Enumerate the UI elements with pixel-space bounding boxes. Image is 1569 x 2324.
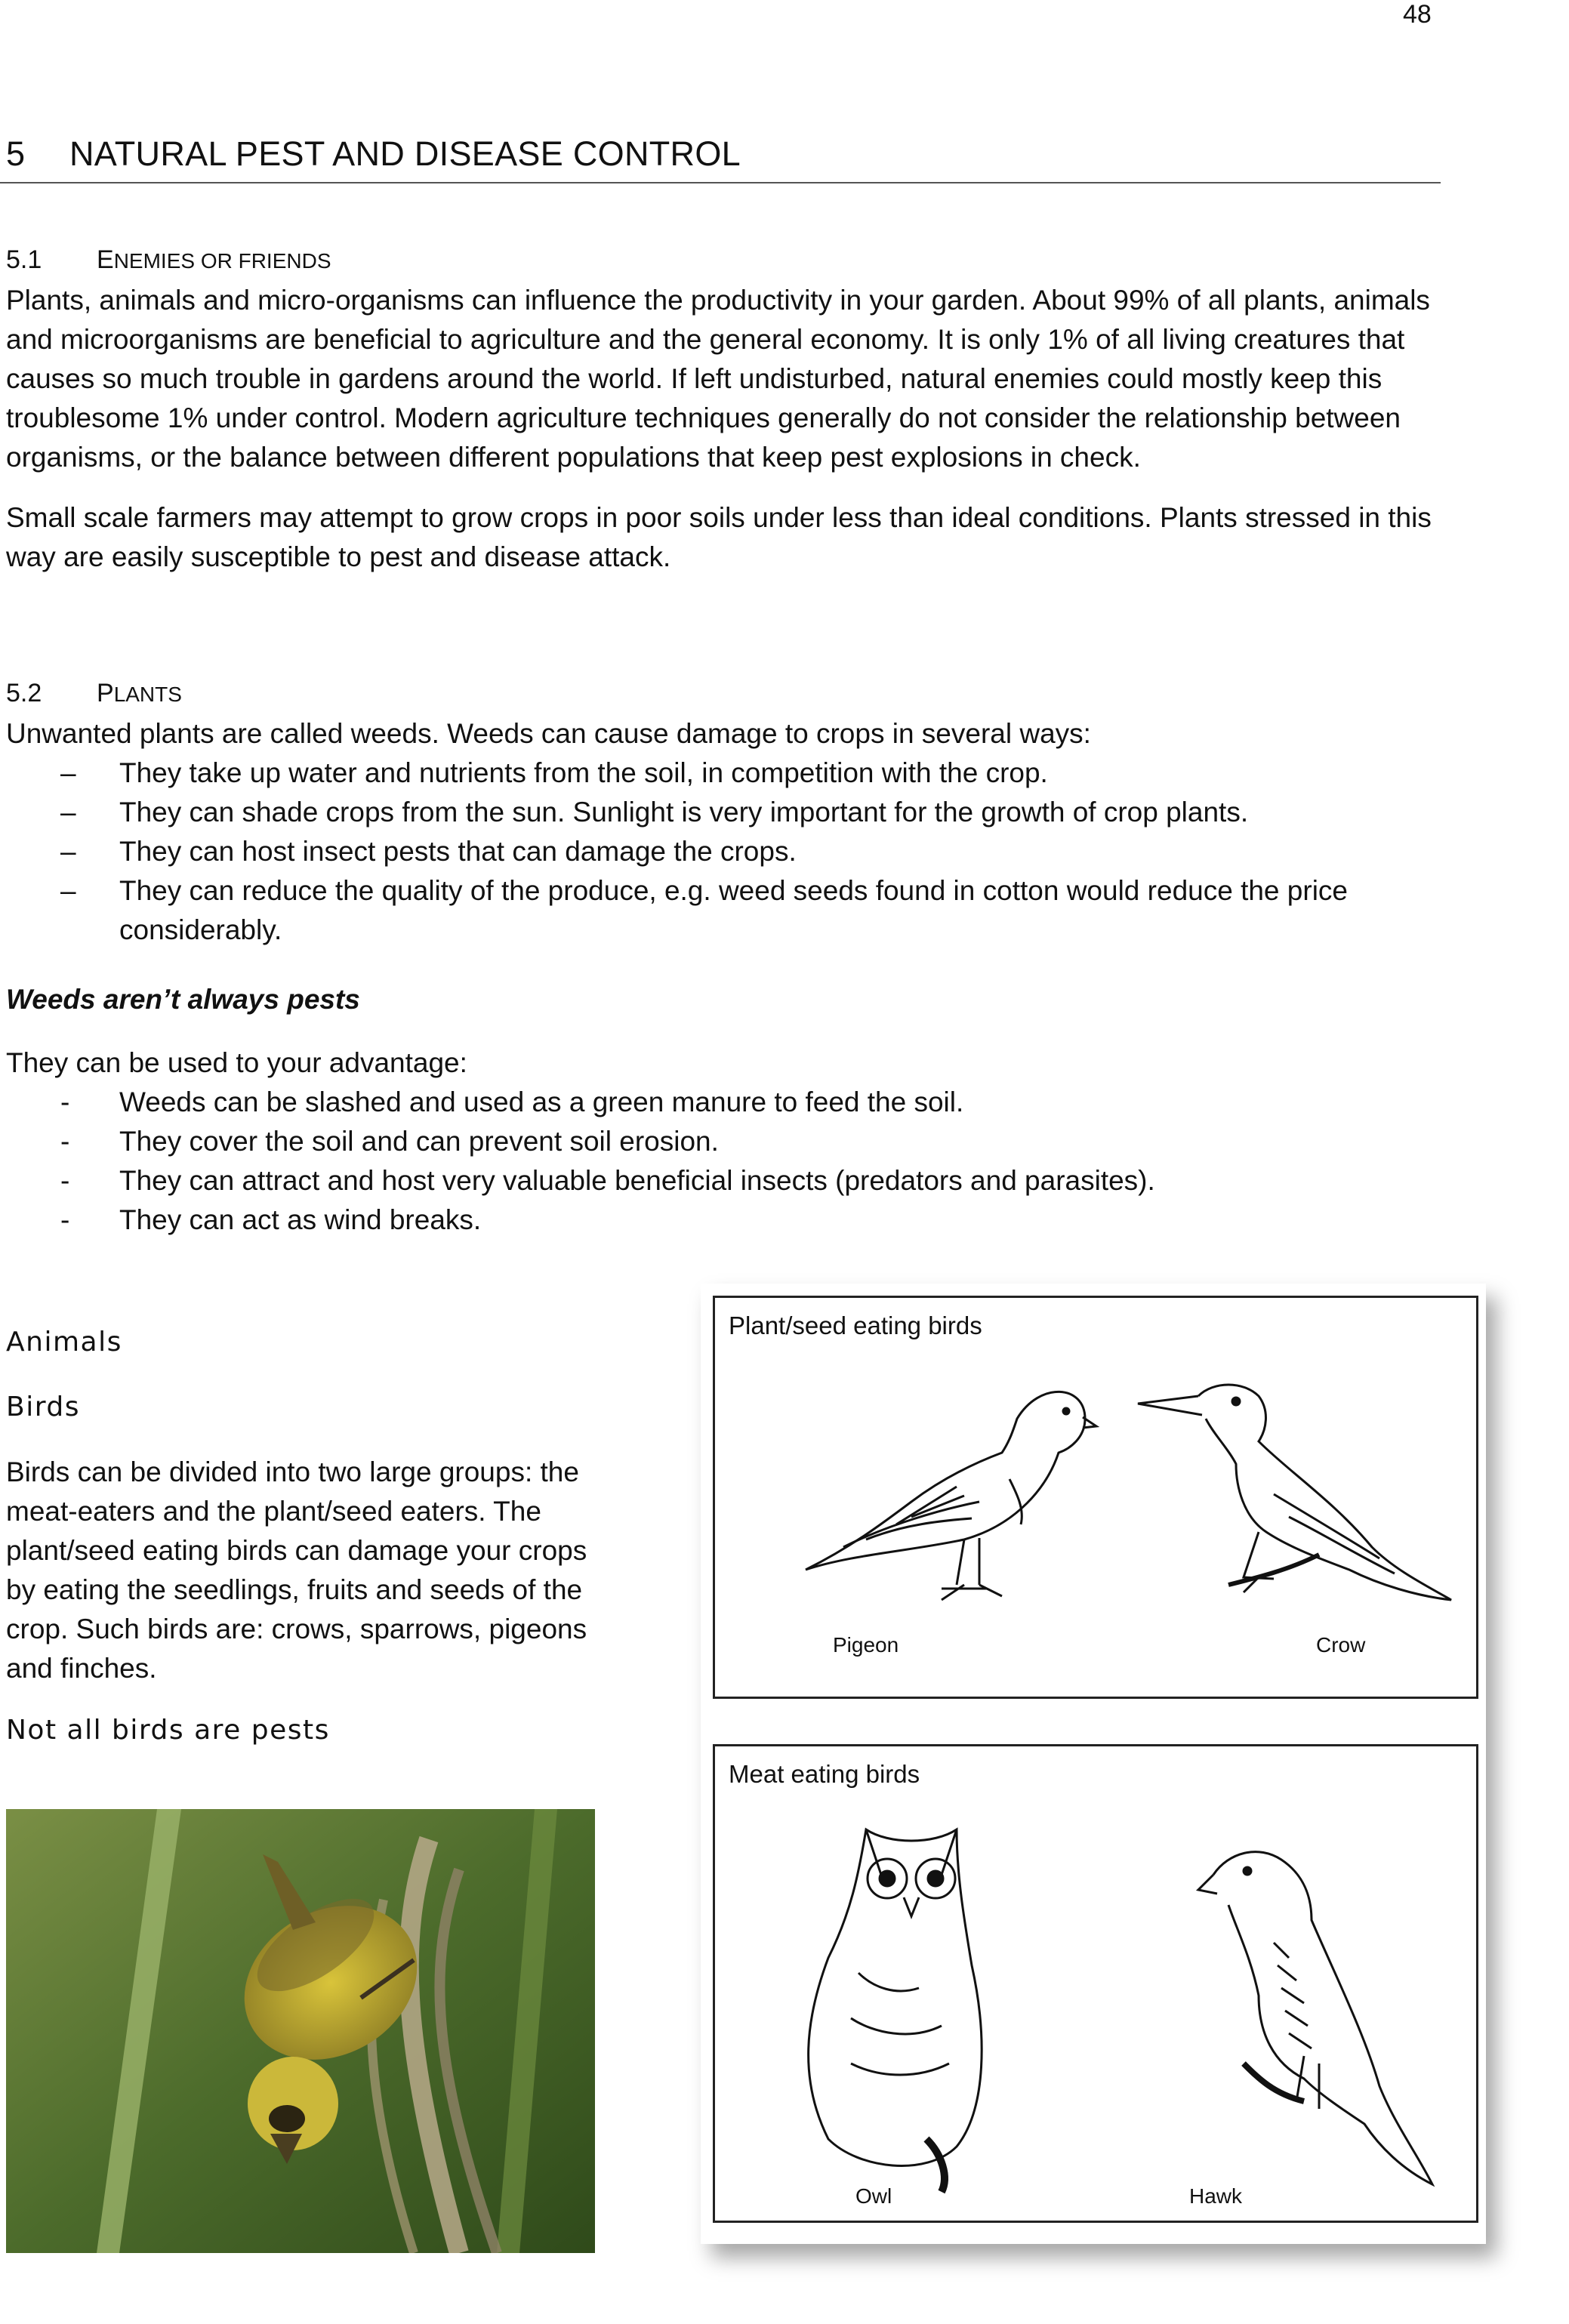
list-item [6,832,1444,871]
plant-seed-panel-title: Plant/seed eating birds [729,1311,982,1339]
section-title-initial: E [97,245,114,274]
list-item [6,754,1444,793]
paragraph: Unwanted plants are called weeds. Weeds can cause damage to crops in several ways: [6,718,1091,749]
list-item-text: They can host insect pests that can damage the crops. [119,836,797,867]
list-bullet: – [60,757,76,788]
list-bullet: - [60,1126,70,1157]
section-title-initial: P [97,679,114,707]
section-title-rest: LANTS [113,683,182,706]
section-enemies-or-friends [6,240,1444,577]
birds-paragraph: Birds can be divided into two large groups: the meat-eaters and the plant/seed eaters. The plant/seed eating birds can damage your crops by eating the seedlings, fruits and seeds of the crop. Such birds are: crows, sparrows, pigeons and finches. [6,1456,587,1684]
list-bullet: – [60,836,76,867]
hawk-drawing [1198,1852,1432,2184]
advantage-list [6,1083,1444,1240]
chapter-divider [0,182,1441,183]
list-item-text: They can act as wind breaks. [119,1204,482,1235]
chapter-title-text: NATURAL PEST AND DISEASE CONTROL [69,134,741,173]
animals-heading: Animals [6,1327,122,1358]
list-item-text: They can reduce the quality of the produce, e.g. weed seeds found in cotton would reduce the price considerably. [119,875,1348,945]
paragraph: Small scale farmers may attempt to grow crops in poor soils under less than ideal conditions. Plants stressed in this way are easily susceptible to pest and disease attack. [6,502,1432,572]
list-bullet: - [60,1204,70,1235]
finch-photo [6,1809,595,2253]
list-item-text: Weeds can be slashed and used as a green manure to feed the soil. [119,1086,964,1117]
owl-label: Owl [855,2184,892,2208]
hawk-label: Hawk [1189,2184,1243,2208]
section-heading [6,673,1444,714]
list-item-text: They can shade crops from the sun. Sunlight is very important for the growth of crop plants. [119,797,1249,828]
owl-drawing [809,1829,982,2192]
section-number: 5.2 [6,679,42,707]
crow-drawing [1138,1385,1451,1600]
birds-heading: Birds [6,1392,80,1422]
pigeon-drawing [806,1392,1096,1600]
finch-photo-art [6,1809,595,2253]
list-item [6,1161,1444,1201]
paragraph: Plants, animals and micro-organisms can influence the productivity in your garden. About 99% of all plants, animals and microorganisms are beneficial to agriculture and the general economy. It is only 1% of all living creatures that causes so much trouble in gardens around the world. If left undisturbed, natural enemies could mostly keep this troublesome 1% under control. Modern agriculture techniques generally do not consider the relationship between organisms, or the balance between different populations that keep pest explosions in check. [6,285,1430,473]
list-item-text: They cover the soil and can prevent soil erosion. [119,1126,719,1157]
list-item [6,1122,1444,1161]
paragraph: They can be used to your advantage: [6,1047,467,1078]
list-bullet: - [60,1165,70,1196]
section-plants [6,673,1444,1240]
damage-list [6,754,1444,950]
animals-section [6,1323,610,1776]
list-bullet: - [60,1086,70,1117]
not-pests-heading: Not all birds are pests [6,1715,330,1746]
list-item [6,871,1444,950]
list-item [6,1083,1444,1122]
list-item [6,1201,1444,1240]
chapter-number: 5 [6,134,26,173]
list-item-text: They can attract and host very valuable beneficial insects (predators and parasites). [119,1165,1155,1196]
meat-eating-birds-panel [713,1744,1478,2223]
page-number: 48 [1403,0,1432,29]
list-item [6,793,1444,832]
birds-figure [701,1284,1486,2244]
section-heading [6,240,1444,281]
crow-label: Crow [1316,1633,1366,1657]
subheading-weeds: Weeds aren’t always pests [6,984,360,1015]
section-title-rest: NEMIES OR FRIENDS [113,249,331,273]
list-bullet: – [60,875,76,906]
pigeon-label: Pigeon [833,1633,899,1657]
chapter-title [6,134,741,174]
meat-eating-panel-title: Meat eating birds [729,1760,920,1788]
list-bullet: – [60,797,76,828]
section-number: 5.1 [6,245,42,274]
meat-eating-birds-drawing [715,1746,1476,2221]
plant-seed-eating-birds-panel [713,1296,1478,1699]
list-item-text: They take up water and nutrients from the soil, in competition with the crop. [119,757,1048,788]
